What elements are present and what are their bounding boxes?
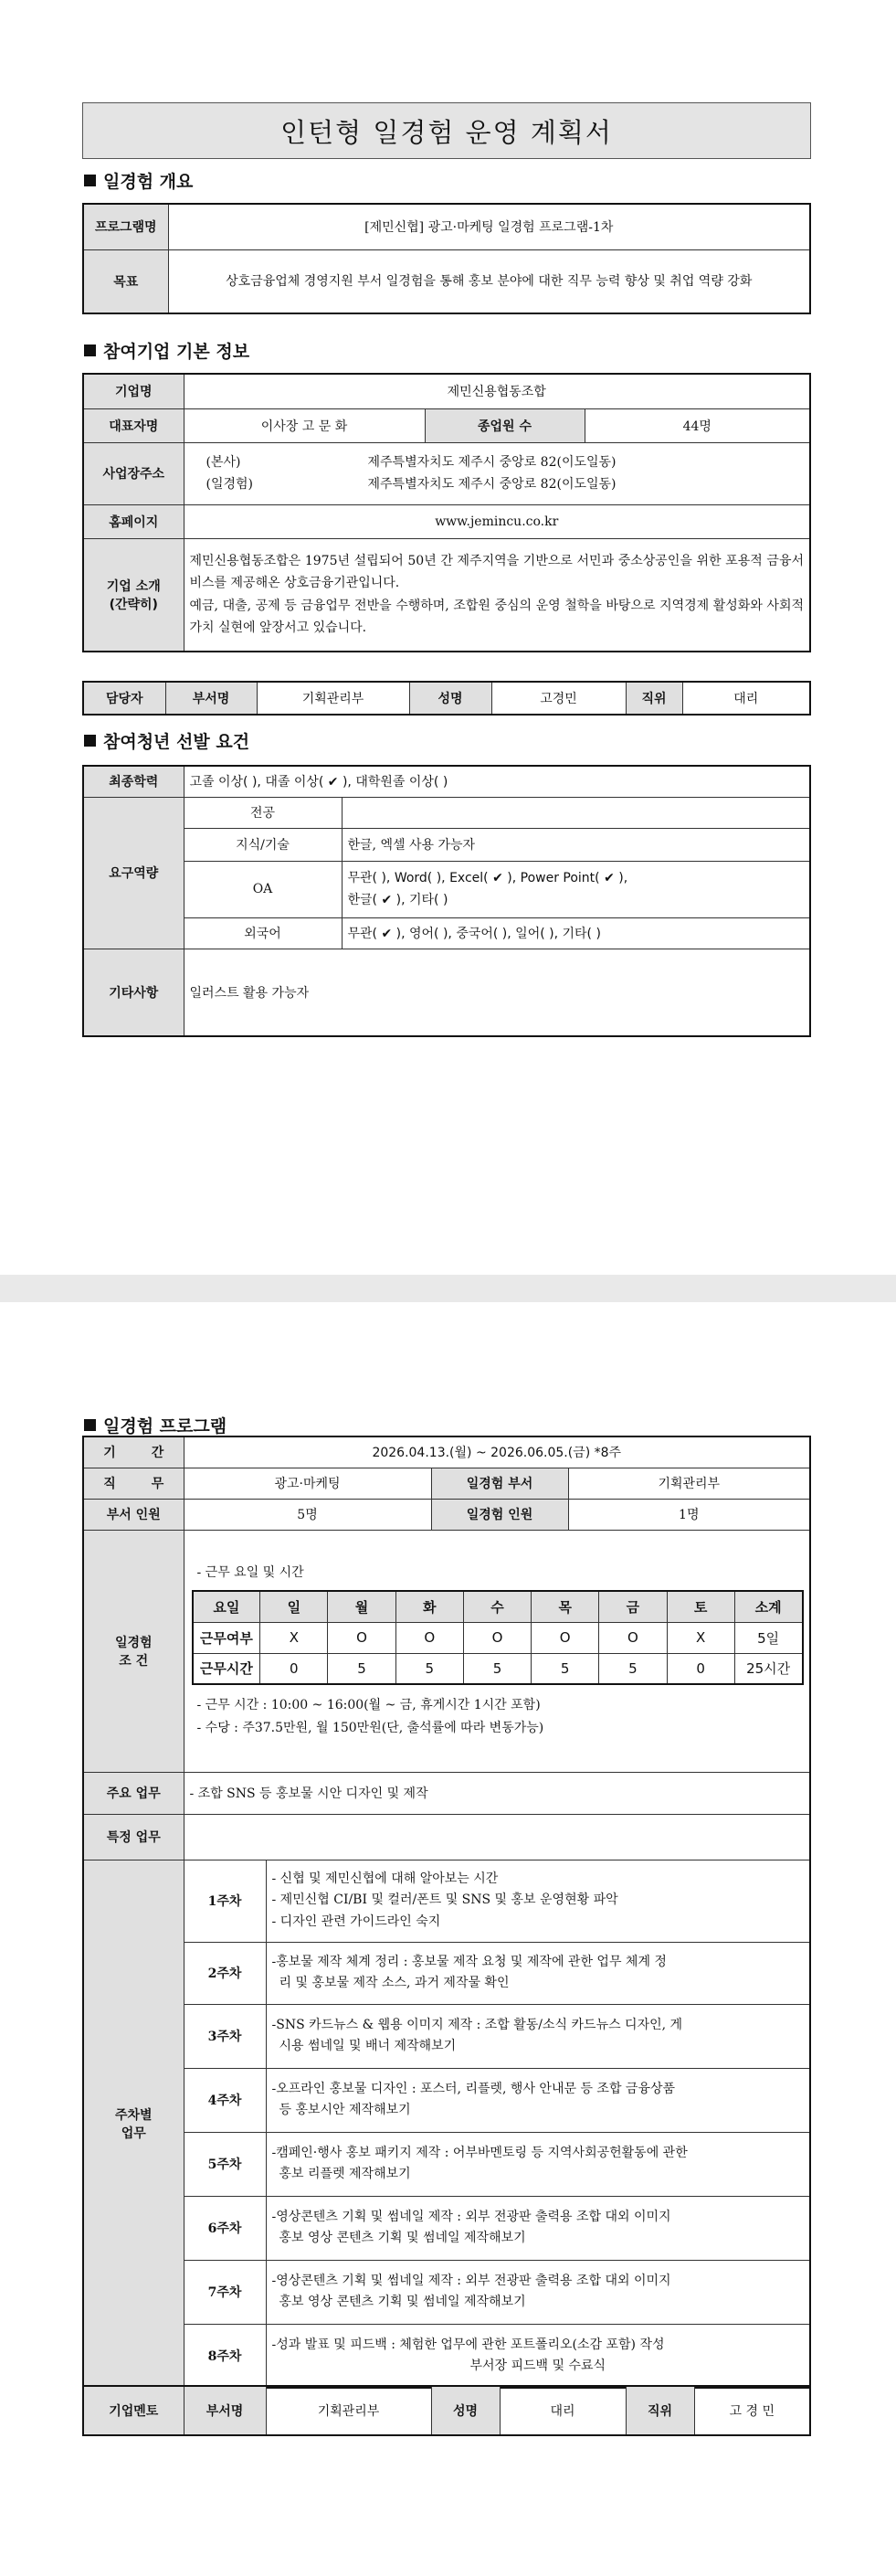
skill-value: 한글, 엑셀 사용 가능자: [342, 828, 810, 861]
week-tasks: [266, 2196, 810, 2260]
square-bullet-icon: [84, 1419, 96, 1431]
education-label: 최종학력: [83, 766, 184, 797]
square-bullet-icon: [84, 175, 96, 186]
conditions-label: [83, 1530, 184, 1772]
dept-value: 기획관리부: [568, 1468, 810, 1499]
contact-dept-value: 기획관리부: [257, 682, 409, 715]
oa-line-1: 무관( ), Word( ), Excel( ✔ ), Power Point( ✔ ),: [347, 870, 628, 885]
oa-value: [342, 861, 810, 917]
intern-count-value: 1명: [568, 1499, 810, 1530]
schedule-header: 월: [328, 1591, 395, 1622]
skill-label: 지식/기술: [184, 828, 342, 861]
mentor-name-value: 대리: [500, 2386, 626, 2435]
intro-label-line1: 기업 소개: [106, 578, 161, 594]
homepage-label: 홈페이지: [83, 504, 184, 538]
staff-value: 5명: [184, 1499, 431, 1530]
week-task-line: 등 홍보시안 제작해보기: [279, 2103, 411, 2117]
schedule-cell: O: [463, 1622, 531, 1653]
intro-value: [184, 538, 810, 652]
schedule-cell: 5: [599, 1653, 667, 1684]
mentor-dept-label: 부서명: [184, 2386, 266, 2435]
week-task-line: 시용 썸네일 및 배너 제작해보기: [279, 2039, 457, 2053]
staff-label: 부서 인원: [83, 1499, 184, 1530]
week-tasks: [266, 2004, 810, 2068]
intern-count-label: 일경험 인원: [431, 1499, 568, 1530]
schedule-cell: O: [532, 1622, 599, 1653]
employee-value: 44명: [585, 408, 810, 442]
schedule-header: 일: [260, 1591, 328, 1622]
week-label: 8주차: [184, 2324, 266, 2388]
week-label: 7주차: [184, 2260, 266, 2324]
schedule-cell: 5: [395, 1653, 463, 1684]
schedule-header: 토: [667, 1591, 734, 1622]
schedule-cell: O: [328, 1622, 395, 1653]
schedule-cell: X: [667, 1622, 734, 1653]
week-task-line: -홍보물 제작 체계 정리 : 홍보물 제작 요청 및 제작에 관한 업무 체계 정: [271, 1954, 667, 1969]
ceo-label: 대표자명: [83, 408, 184, 442]
schedule-cell: 0: [260, 1653, 328, 1684]
ceo-value: 이사장 고 문 화: [184, 408, 425, 442]
week-tasks: [266, 2324, 810, 2388]
mentor-label: 기업멘토: [83, 2386, 184, 2435]
week-label: 2주차: [184, 1942, 266, 2004]
duty-value: 광고·마케팅: [184, 1468, 431, 1499]
conditions-label-line1: 일경험: [114, 1635, 153, 1650]
contact-name-label: 성명: [409, 682, 491, 715]
contact-label: 담당자: [83, 682, 165, 715]
week-task-line: 홍보 영상 콘텐츠 기획 및 썸네일 제작해보기: [279, 2295, 526, 2309]
weekly-label-line2: 업무: [121, 2125, 146, 2141]
language-label: 외국어: [184, 917, 342, 949]
week-label: 4주차: [184, 2068, 266, 2132]
schedule-cell: 5: [463, 1653, 531, 1684]
schedule-header: 요일: [193, 1591, 260, 1622]
schedule-header: 화: [395, 1591, 463, 1622]
week-label: 5주차: [184, 2132, 266, 2196]
goal-value: 상호금융업체 경영지원 부서 일경험을 통해 홍보 분야에 대한 직무 능력 향상 및 취업 역량 강화: [168, 249, 810, 313]
schedule-cell: X: [260, 1622, 328, 1653]
main-duty-value: - 조합 SNS 등 홍보물 시안 디자인 및 제작: [184, 1772, 810, 1814]
week-task-line: -성과 발표 및 피드백 : 체험한 업무에 관한 포트폴리오(소감 포함) 작성: [271, 2337, 665, 2352]
square-bullet-icon: [84, 735, 96, 747]
week-label: 3주차: [184, 2004, 266, 2068]
homepage-link[interactable]: www.jemincu.co.kr: [184, 504, 810, 538]
mentor-position-label: 직위: [626, 2386, 694, 2435]
week-task-line: - 신협 및 제민신협에 대해 알아보는 시간: [271, 1871, 499, 1887]
schedule-header: 수: [463, 1591, 531, 1622]
oa-line-2: 한글( ✔ ), 기타( ): [347, 893, 448, 907]
requirements-table: [82, 765, 811, 1037]
address-label: 사업장주소: [83, 442, 184, 504]
schedule-cell: 25시간: [734, 1653, 802, 1684]
period-value: 2026.04.13.(월) ~ 2026.06.05.(금) *8주: [184, 1436, 810, 1468]
program-label: 프로그램명: [83, 204, 168, 249]
competency-label: 요구역량: [83, 797, 184, 949]
overview-table: [82, 203, 811, 314]
address-work-tag: (일경험): [206, 477, 253, 492]
contact-position-label: 직위: [626, 682, 682, 715]
week-task-line: -오프라인 홍보물 디자인 : 포스터, 리플렛, 행사 안내문 등 조합 금융상품: [271, 2081, 676, 2096]
week-label: 6주차: [184, 2196, 266, 2260]
mentor-dept-value: 기획관리부: [266, 2386, 431, 2435]
week-task-line: 홍보 영상 콘텐츠 기획 및 썸네일 제작해보기: [279, 2231, 526, 2245]
document-page-2: [0, 1302, 896, 2576]
section-title: 일경험 프로그램: [103, 1416, 227, 1436]
section-company-heading: [84, 338, 249, 363]
week-task-line: 부서장 피드백 및 수료식: [469, 2358, 606, 2373]
schedule-cell: 근무시간: [193, 1653, 260, 1684]
address-work: 제주특별자치도 제주시 중앙로 82(이도일동): [367, 477, 617, 492]
intro-label-line2: (간략히): [109, 597, 158, 612]
address-hq: 제주특별자치도 제주시 중앙로 82(이도일동): [367, 454, 617, 470]
page-break: [0, 1275, 896, 1302]
week-tasks: [266, 2068, 810, 2132]
major-label: 전공: [184, 797, 342, 828]
program-value: [제민신협] 광고·마케팅 일경험 프로그램-1차: [168, 204, 810, 249]
mentor-position-value: 고 경 민: [694, 2386, 810, 2435]
oa-label: OA: [184, 861, 342, 917]
dept-label: 일경험 부서: [431, 1468, 568, 1499]
duty-label: 직 무: [83, 1468, 184, 1499]
weekly-label-line1: 주차별: [114, 2107, 153, 2123]
address-value: [184, 442, 810, 504]
document-page-1: [0, 0, 896, 1275]
work-hours-text: - 근무 시간 : 10:00 ~ 16:00(월 ~ 금, 휴게시간 1시간 포함): [196, 1698, 541, 1712]
schedule-cell: 0: [667, 1653, 734, 1684]
company-table: [82, 373, 811, 652]
special-duty-label: 특정 업무: [83, 1814, 184, 1860]
company-label: 기업명: [83, 374, 184, 408]
education-value: 고졸 이상( ), 대졸 이상( ✔ ), 대학원졸 이상( ): [184, 766, 810, 797]
section-title: 참여기업 기본 정보: [103, 342, 250, 362]
mentor-name-label: 성명: [431, 2386, 500, 2435]
contact-position-value: 대리: [682, 682, 810, 715]
major-value: [342, 797, 810, 828]
contact-dept-label: 부서명: [165, 682, 257, 715]
week-task-line: 홍보 리플렛 제작해보기: [279, 2167, 411, 2181]
contact-table: [82, 681, 811, 716]
section-title: 일경험 개요: [103, 172, 194, 192]
week-task-line: - 디자인 관련 가이드라인 숙지: [271, 1913, 441, 1929]
section-requirements-heading: [84, 728, 249, 753]
language-value: 무관( ✔ ), 영어( ), 중국어( ), 일어( ), 기타( ): [342, 917, 810, 949]
schedule-cell: O: [395, 1622, 463, 1653]
main-duty-label: 주요 업무: [83, 1772, 184, 1814]
schedule-header: 금: [599, 1591, 667, 1622]
square-bullet-icon: [84, 345, 96, 356]
intro-paragraph-2: 예금, 대출, 공제 등 금융업무 전반을 수행하며, 조합원 중심의 운영 철학을 바탕으로 지역경제 활성화와 사회적 가치 실현에 앞장서고 있습니다.: [189, 598, 804, 636]
week-tasks: [266, 2260, 810, 2324]
week-task-line: - 제민신협 CI/BI 및 컬러/폰트 및 SNS 및 홍보 운영현황 파악: [271, 1892, 618, 1908]
program-table: [82, 1436, 811, 2389]
conditions-value: [184, 1530, 810, 1772]
address-hq-tag: (본사): [206, 454, 241, 470]
employee-label: 종업원 수: [425, 408, 585, 442]
company-value: 제민신용협동조합: [184, 374, 810, 408]
week-task-line: -캠페인·행사 홍보 패키지 제작 : 어부바멘토링 등 지역사회공헌활동에 관한: [271, 2145, 688, 2160]
week-label: 1주차: [184, 1860, 266, 1942]
week-tasks: [266, 1942, 810, 2004]
allowance-text: - 수당 : 주37.5만원, 월 150만원(단, 출석률에 따라 변동가능): [196, 1720, 544, 1735]
week-tasks: [266, 1860, 810, 1942]
special-duty-value: [184, 1814, 810, 1860]
section-overview-heading: [84, 168, 193, 193]
conditions-intro: - 근무 요일 및 시간: [196, 1565, 304, 1580]
section-program-heading: [84, 1413, 227, 1437]
goal-label: 목표: [83, 249, 168, 313]
week-tasks: [266, 2132, 810, 2196]
schedule-cell: 5: [328, 1653, 395, 1684]
etc-label: 기타사항: [83, 949, 184, 1036]
schedule-cell: 근무여부: [193, 1622, 260, 1653]
schedule-header: 목: [532, 1591, 599, 1622]
document-title: 인턴형 일경험 운영 계획서: [82, 102, 811, 159]
schedule-cell: O: [599, 1622, 667, 1653]
week-task-line: -영상콘텐츠 기획 및 썸네일 제작 : 외부 전광판 출력용 조합 대외 이미지: [271, 2273, 671, 2288]
intro-paragraph-1: 제민신용협동조합은 1975년 설립되어 50년 간 제주지역을 기반으로 서민과 중소상공인을 위한 포용적 금융서비스를 제공해온 상호금융기관입니다.: [189, 553, 804, 591]
section-title: 참여청년 선발 요건: [103, 732, 250, 752]
conditions-label-line2: 조 건: [119, 1653, 149, 1669]
schedule-header: 소계: [734, 1591, 802, 1622]
intro-label: [83, 538, 184, 652]
weekly-label: [83, 1860, 184, 2388]
schedule-cell: 5일: [734, 1622, 802, 1653]
mentor-table: [82, 2385, 811, 2436]
schedule-cell: 5: [532, 1653, 599, 1684]
week-task-line: -SNS 카드뉴스 & 웹용 이미지 제작 : 조합 활동/소식 카드뉴스 디자인, 게: [271, 2017, 683, 2032]
week-task-line: -영상콘텐츠 기획 및 썸네일 제작 : 외부 전광판 출력용 조합 대외 이미지: [271, 2209, 671, 2224]
etc-value: 일러스트 활용 가능자: [184, 949, 810, 1036]
period-label: 기 간: [83, 1436, 184, 1468]
schedule-table: [192, 1590, 804, 1685]
contact-name-value: 고경민: [491, 682, 626, 715]
week-task-line: 리 및 홍보물 제작 소스, 과거 제작물 확인: [279, 1976, 510, 1990]
